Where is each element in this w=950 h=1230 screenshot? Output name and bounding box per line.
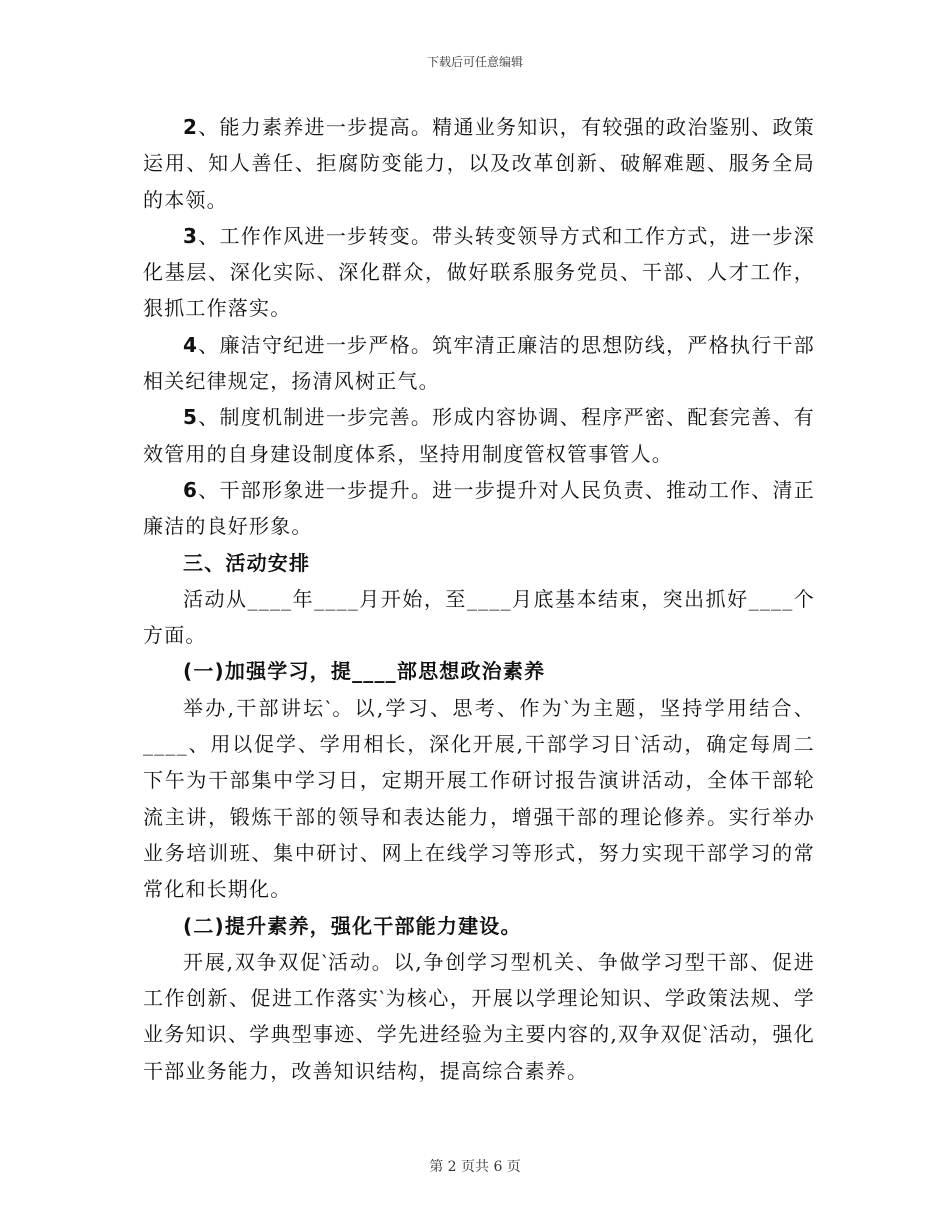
subsection-heading-2: (二)提升素养，强化干部能力建设。 <box>183 913 522 938</box>
item-number: 6 <box>183 477 199 502</box>
page-footer: 第 2 页共 6 页 <box>429 1159 521 1175</box>
item-number: 4 <box>183 332 199 357</box>
item-number: 2 <box>183 115 199 139</box>
paragraph-5 <box>143 399 815 472</box>
subsection-heading-1: (一)加强学习，提____部思想政治素养 <box>183 659 546 684</box>
subsection-text-1: 举办,干部讲坛‵。以,学习、思考、作为‵为主题，坚持学用结合、____、用以促学、学用相长，深化开展,干部学习日‵活动，确定每周二下午为干部集中学习日，定期开展工作研讨报告演讲活动，全体干部轮流主讲，锻炼干部的领导和表达能力，增强干部的理论修养。实行举办业务培训班、集中研讨、网上在线学习等形式，努力实现干部学习的常常化和长期化。 <box>143 695 815 902</box>
item-number: 5 <box>183 405 199 430</box>
section-intro: 活动从____年____月开始，至____月底基本结束，突出抓好____个方面。 <box>143 586 815 648</box>
subsection-text-2: 开展,双争双促‵活动。以,争创学习型机关、争做学习型干部、促进工作创新、促进工作落实‵为核心，开展以学理论知识、学政策法规、学业务知识、学典型事迹、学先进经验为主要内容的,双争双促‵活动，强化干部业务能力，改善知识结构，提高综合素养。 <box>143 949 815 1083</box>
item-number: 3 <box>183 223 199 248</box>
section-heading-activity-arrangement: 三、活动安排 <box>183 550 311 575</box>
paragraph-4 <box>143 327 815 400</box>
paragraph-text: 、制度机制进一步完善。形成内容协调、程序严密、配套完善、有效管用的自身建设制度体系，坚持用制度管权管事管人。 <box>143 405 815 466</box>
page-header: 下载后可任意编辑 <box>426 55 523 69</box>
paragraph-text: 、工作作风进一步转变。带头转变领导方式和工作方式，进一步深化基层、深化实际、深化群众，做好联系服务党员、干部、人才工作，狠抓工作落实。 <box>143 223 815 321</box>
paragraph-text: 、能力素养进一步提高。精通业务知识，有较强的政治鉴别、政策运用、知人善任、拒腐防变能力，以及改革创新、破解难题、服务全局的本领。 <box>143 115 815 212</box>
paragraph-3 <box>143 218 815 327</box>
paragraph-2 <box>143 109 815 218</box>
paragraph-6 <box>143 472 815 545</box>
paragraph-text: 、干部形象进一步提升。进一步提升对人民负责、推动工作、清正廉洁的良好形象。 <box>143 477 815 539</box>
document-body <box>143 109 815 1089</box>
paragraph-text: 、廉洁守纪进一步严格。筑牢清正廉洁的思想防线，严格执行干部相关纪律规定，扬清风树正气。 <box>143 332 815 394</box>
